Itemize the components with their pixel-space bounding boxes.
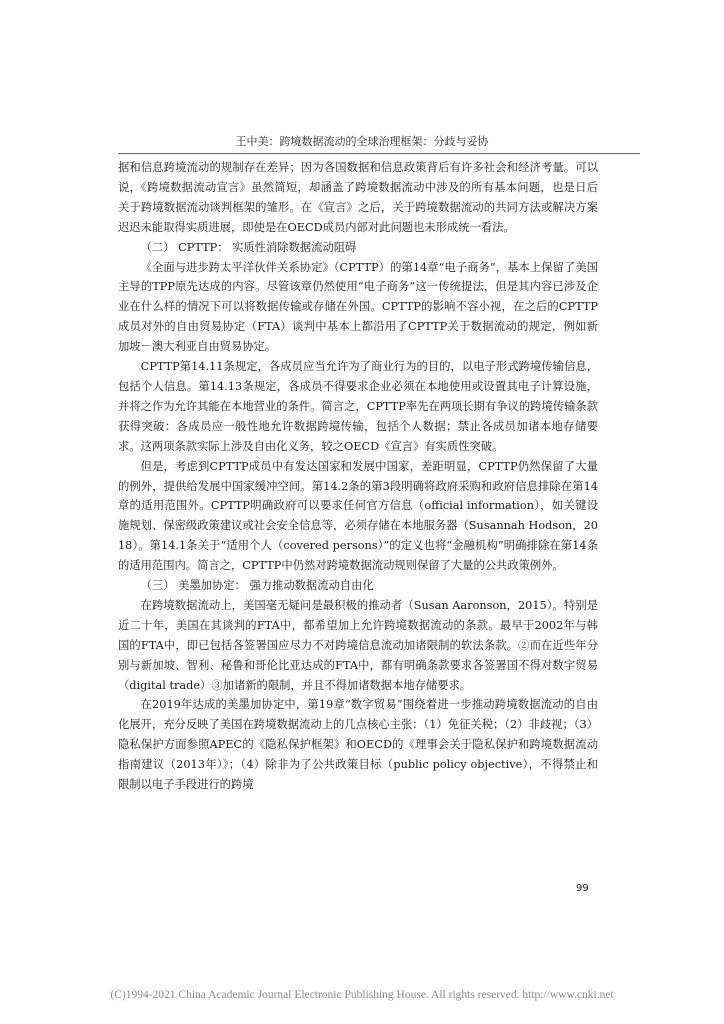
section-heading: （二） CPTTP： 实质性消除数据流动阻碍: [140, 240, 357, 254]
copyright-notice: (C)1994-2021 China Academic Journal Electronic Publishing House. All rights reserved. http://www.cnki.net: [110, 989, 614, 1001]
paragraph: 《全面与进步跨太平洋伙伴关系协定》（CPTTP）的第14章“电子商务”，基本上保留了美国主导的TPP原先达成的内容。尽管该章仍然使用“电子商务”这一传统提法，但是其内容已涉及企业在什么样的情况下可以将数据传输或存储在外国。CPTTP的影响不容小视，在之后的CPTTP成员对外的自由贸易协定（FTA）谈判中基本上都沿用了CPTTP关于数据流动的规定，例如新加坡－澳大利亚自由贸易协定。: [118, 260, 598, 354]
paragraph: 在2019年达成的美墨加协定中，第19章“数字贸易”围绕着进一步推动跨境数据流动的自由化展开，充分反映了美国在跨境数据流动上的几点核心主张：（1）免征关税；（2）非歧视；（3）隐私保护方面参照APEC的《隐私保护框架》和OECD的《理事会关于隐私保护和跨境数据流动指南建议（2013年）》；（4）除非为了公共政策目标（public policy objective），不得禁止和限制以电子手段进行的跨境: [118, 698, 598, 792]
paragraph: 但是，考虑到CPTTP成员中有发达国家和发展中国家，差距明显，CPTTP仍然保留了大量的例外，提供给发展中国家缓冲空间。第14.2条的第3段明确将政府采购和政府信息排除在第14章的适用范围外。CPTTP明确政府可以要求任何官方信息（official information），如关键设施规划、保密级政策建议或社会安全信息等，必须存储在本地服务器（Susannah Hodson，2018）。第14.1条关于“适用个人（covered persons）”的定义也将“金融机构”明确排除在第14条的适用范围内。简言之，CPTTP中仍然对跨境数据流动规则保留了大量的公共政策例外。: [118, 459, 598, 573]
page-number: 99: [576, 883, 589, 894]
paragraph: CPTTP第14.11条规定，各成员应当允许为了商业行为的目的，以电子形式跨境传输信息，包括个人信息。第14.13条规定，各成员不得要求企业必须在本地使用或设置其电子计算设施，并将之作为允许其能在本地营业的条件。简言之，CPTTP率先在两项长期有争议的跨境传输条款获得突破：各成员应一般性地允许数据跨境传输，包括个人数据；禁止各成员加诸本地存储要求。这两项条款实际上涉及自由化义务，较之OECD《宣言》有实质性突破。: [118, 360, 598, 453]
paragraph: 据和信息跨境流动的规制存在差异；因为各国数据和信息政策背后有许多社会和经济考量。可以说，《跨境数据流动宣言》虽然简短，却涵盖了跨境数据流动中涉及的所有基本问题，也是日后关于跨境数据流动谈判框架的雏形。在《宣言》之后，关于跨境数据流动的共同方法或解决方案迟迟未能取得实质进展，即使是在OECD成员内部对此问题也未形成统一看法。: [118, 161, 598, 234]
article-body: [118, 158, 598, 795]
running-header: 王中美：跨境数据流动的全球治理框架：分歧与妥协: [235, 135, 489, 148]
paragraph: 在跨境数据流动上，美国毫无疑问是最积极的推动者（Susan Aaronson，2015）。特别是近二十年，美国在其谈判的FTA中，都希望加上允许跨境数据流动的条款。最早于2002年与韩国的FTA中，即已包括各签署国应尽力不对跨境信息流动加诸限制的软法条款。②而在近些年分别与新加坡、智利、秘鲁和哥伦比亚达成的FTA中，都有明确条款要求各签署国不得对数字贸易（digital trade）③加诸新的限制，并且不得加诸数据本地存储要求。: [118, 598, 598, 692]
section-heading: （三） 美墨加协定： 强力推动数据流动自由化: [140, 579, 374, 593]
header-rule: [118, 153, 640, 154]
